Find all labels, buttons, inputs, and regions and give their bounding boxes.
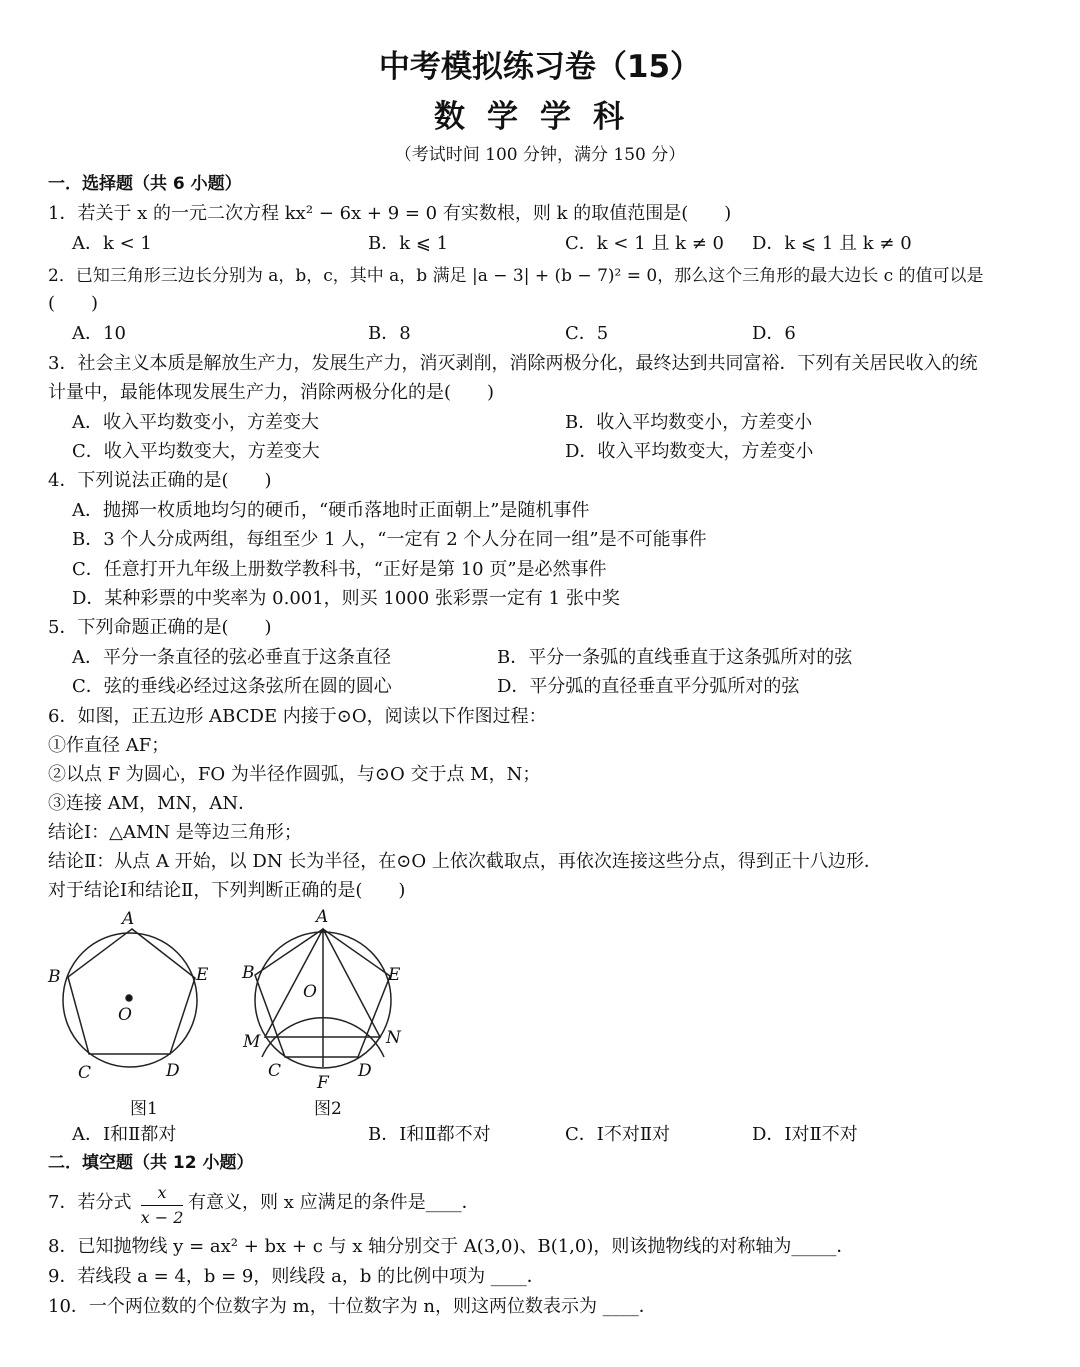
- q2-stem-cont: ( ): [48, 293, 99, 314]
- q7-denominator: x − 2: [140, 1208, 184, 1227]
- q2-option-b: B．8: [368, 323, 411, 344]
- fig1-caption: 图1: [130, 1099, 158, 1119]
- q6-line: 结论Ⅰ：△AMN 是等边三角形；: [48, 822, 302, 843]
- fig1-label-b: B: [48, 967, 61, 987]
- q3-stem-cont: 计量中，最能体现发展生产力，消除两极分化的是( ): [48, 382, 495, 403]
- fig2-label-m: M: [243, 1032, 261, 1052]
- q3-stem: 3．社会主义本质是解放生产力，发展生产力，消灭剥削，消除两极分化，最终达到共同富裕．下列有关居民收入的统: [48, 353, 978, 374]
- q6-line: 6．如图，正五边形 ABCDE 内接于⊙O，阅读以下作图过程：: [48, 706, 547, 727]
- fig1-center-dot: [126, 995, 132, 1001]
- q6-line: 对于结论Ⅰ和结论Ⅱ，下列判断正确的是( ): [48, 880, 406, 901]
- fig1-label-e: E: [196, 965, 209, 985]
- fig2-label-e: E: [388, 965, 401, 985]
- q6-option-d: D．Ⅰ对Ⅱ不对: [752, 1124, 858, 1145]
- q6-line: 结论Ⅱ：从点 A 开始，以 DN 长为半径，在⊙O 上依次截取点，再依次连接这些分点，得到正十八边形．: [48, 851, 882, 872]
- q4-option-b: B．3 个人分成两组，每组至少 1 人，“一定有 2 个人分在同一组”是不可能事件: [72, 529, 707, 550]
- subject-title: 数学学科: [434, 99, 646, 135]
- q9-stem: 9．若线段 a = 4，b = 9，则线段 a，b 的比例中项为 ____．: [48, 1266, 545, 1287]
- figure-1: [63, 929, 197, 1067]
- q2-option-c: C．5: [565, 323, 609, 344]
- fig2-labels: [241, 907, 402, 1119]
- q3-option-b: B．收入平均数变小，方差变小: [565, 412, 813, 433]
- q5-option-a: A．平分一条直径的弦必垂直于这条直径: [72, 647, 391, 668]
- fig1-labels: [47, 909, 209, 1119]
- q7-suffix: 有意义，则 x 应满足的条件是____．: [188, 1192, 480, 1213]
- fig2-label-a: A: [316, 907, 329, 927]
- fig1-label-a: A: [122, 909, 135, 929]
- q1-option-d: D．k ⩽ 1 且 k ≠ 0: [752, 233, 912, 254]
- q6-line: ②以点 F 为圆心，FO 为半径作圆弧，与⊙O 交于点 M，N；: [48, 764, 541, 785]
- q3-option-d: D．收入平均数变大，方差变小: [565, 441, 814, 462]
- fig1-label-o: O: [118, 1005, 132, 1025]
- q7-numerator: x: [157, 1183, 167, 1202]
- q2-option-a: A．10: [72, 323, 126, 344]
- q6-option-b: B．Ⅰ和Ⅱ都不对: [368, 1124, 491, 1145]
- fig2-caption: 图2: [314, 1099, 342, 1119]
- q5-option-d: D．平分弧的直径垂直平分弧所对的弦: [497, 676, 800, 697]
- q8-stem: 8．已知抛物线 y = ax² + bx + c 与 x 轴分别交于 A(3,0)、B(1,0)，则该抛物线的对称轴为_____．: [48, 1236, 855, 1257]
- section2-heading: 二．填空题（共 12 小题）: [48, 1153, 254, 1173]
- exam-title: 中考模拟练习卷（15）: [378, 49, 702, 85]
- q6-option-a: A．Ⅰ和Ⅱ都对: [72, 1124, 177, 1145]
- fig2-label-b: B: [242, 963, 255, 983]
- q5-option-c: C．弦的垂线必经过这条弦所在圆的圆心: [72, 676, 392, 697]
- q4-option-a: A．抛掷一枚质地均匀的硬币，“硬币落地时正面朝上”是随机事件: [72, 500, 590, 521]
- q4-option-c: C．任意打开九年级上册数学教科书，“正好是第 10 页”是必然事件: [72, 559, 607, 580]
- fig2-label-f: F: [317, 1073, 329, 1093]
- fig2-label-n: N: [386, 1028, 401, 1048]
- q1-option-a: A．k < 1: [72, 233, 152, 254]
- q4-stem: 4．下列说法正确的是( ): [48, 470, 272, 491]
- fig1-label-d: D: [166, 1061, 180, 1081]
- q1-option-c: C．k < 1 且 k ≠ 0: [565, 233, 724, 254]
- q3-option-a: A．收入平均数变小，方差变大: [72, 412, 319, 433]
- q5-option-b: B．平分一条弧的直线垂直于这条弧所对的弦: [497, 647, 853, 668]
- q6-option-c: C．Ⅰ不对Ⅱ对: [565, 1124, 671, 1145]
- q1-option-b: B．k ⩽ 1: [368, 233, 449, 254]
- q1-stem: 1．若关于 x 的一元二次方程 kx² − 6x + 9 = 0 有实数根，则 k 的取值范围是( ): [48, 203, 732, 224]
- q4-option-d: D．某种彩票的中奖率为 0.001，则买 1000 张彩票一定有 1 张中奖: [72, 588, 620, 609]
- fig2-label-d: D: [358, 1061, 372, 1081]
- exam-note: （考试时间 100 分钟，满分 150 分）: [394, 145, 686, 165]
- q5-stem: 5．下列命题正确的是( ): [48, 617, 272, 638]
- q3-option-c: C．收入平均数变大，方差变大: [72, 441, 320, 462]
- section1-heading: 一．选择题（共 6 小题）: [48, 174, 242, 194]
- q10-stem: 10．一个两位数的个位数字为 m，十位数字为 n，则这两位数表示为 ____．: [48, 1296, 657, 1317]
- q7-prefix: 7．若分式: [48, 1192, 132, 1213]
- fig2-label-c: C: [268, 1061, 282, 1081]
- q2-stem: 2．已知三角形三边长分别为 a，b，c，其中 a，b 满足 |a − 3| + (b − 7)² = 0，那么这个三角形的最大边长 c 的值可以是: [48, 266, 984, 286]
- fig2-label-o: O: [303, 982, 317, 1002]
- figure-2: [255, 929, 391, 1068]
- fig1-label-c: C: [78, 1063, 92, 1083]
- q6-line: ③连接 AM，MN，AN．: [48, 793, 257, 814]
- q2-option-d: D．6: [752, 323, 796, 344]
- q6-line: ①作直径 AF；: [48, 735, 170, 756]
- q7-fraction-bar: [141, 1205, 183, 1206]
